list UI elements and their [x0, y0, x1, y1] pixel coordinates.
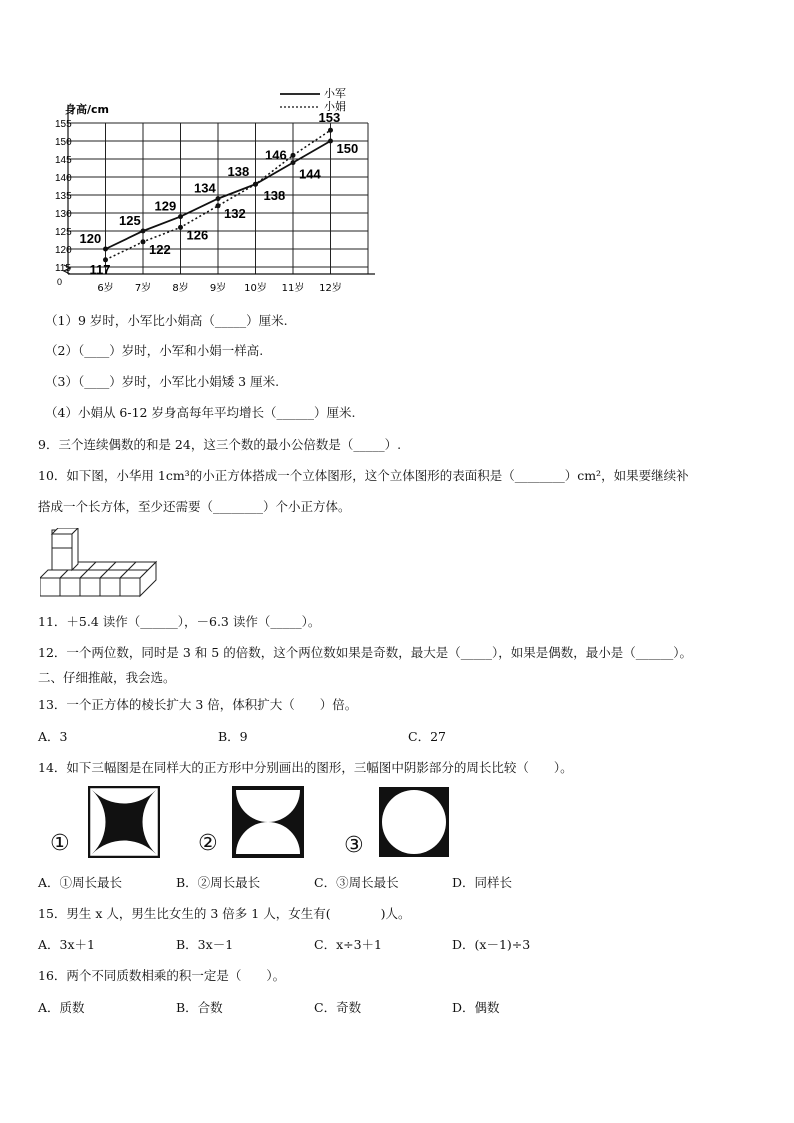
data-label: 144 [299, 166, 321, 182]
q14-option-b[interactable]: B．②周长最长 [176, 875, 261, 890]
data-label: 117 [89, 261, 111, 277]
figure-3-circle [378, 786, 450, 858]
question-8-2: （2）（____）岁时，小军和小娟一样高. [45, 343, 264, 358]
y-tick-label: 130 [55, 209, 72, 220]
cube-figure [40, 528, 160, 600]
question-10-line1: 10．如下图，小华用 1cm³的小正方体搭成一个立体图形，这个立体图形的表面积是（________）cm²，如果要继续补 [38, 468, 689, 483]
question-8-3: （3）（____）岁时，小军比小娟矮 3 厘米. [45, 374, 280, 389]
figure-3-label: ③ [344, 833, 364, 858]
q13-option-b[interactable]: B．9 [218, 729, 248, 744]
data-point [216, 203, 221, 208]
section-2-heading: 二、仔细推敲，我会选。 [38, 670, 176, 685]
data-point [328, 128, 333, 133]
q13-option-a[interactable]: A．3 [38, 729, 68, 744]
q16-option-c[interactable]: C．奇数 [314, 1000, 362, 1015]
data-label: 129 [154, 198, 177, 214]
y-tick-label: 125 [55, 227, 72, 238]
data-label: 153 [318, 110, 341, 126]
x-tick-label: 9岁 [209, 283, 227, 294]
figure-1-star [88, 786, 160, 858]
q15-option-a[interactable]: A．3x＋1 [38, 937, 95, 952]
data-label: 120 [79, 231, 102, 246]
q16-option-d[interactable]: D．偶数 [452, 1000, 500, 1015]
data-point [291, 153, 296, 158]
q15-option-d[interactable]: D．(x－1)÷3 [452, 937, 531, 952]
legend-label: 小军 [324, 87, 346, 100]
question-16: 16．两个不同质数相乘的积一定是（ ）。 [38, 968, 286, 983]
x-tick-label: 11岁 [281, 283, 305, 294]
q15-option-c[interactable]: C．x÷3＋1 [314, 937, 382, 952]
height-line-chart [55, 85, 375, 300]
y-tick-label: 155 [55, 119, 72, 130]
data-point [103, 247, 108, 252]
data-point [178, 225, 183, 230]
data-label: 122 [149, 241, 171, 257]
question-11: 11．＋5.4 读作（______），－6.3 读作（_____）。 [38, 614, 321, 629]
data-label: 125 [119, 213, 141, 228]
question-8-1: （1）9 岁时，小军比小娟高（_____）厘米. [45, 313, 288, 328]
y-zero-label: 0 [57, 277, 63, 287]
question-13: 13．一个正方体的棱长扩大 3 倍，体积扩大（ ）倍。 [38, 697, 358, 712]
question-10-line2: 搭成一个长方体，至少还需要（________）个小正方体。 [38, 499, 351, 514]
data-point [253, 182, 258, 187]
x-tick-label: 6岁 [97, 283, 114, 294]
data-point [178, 214, 183, 219]
data-point [291, 160, 296, 165]
question-9: 9．三个连续偶数的和是 24，这三个数的最小公倍数是（_____）. [38, 437, 402, 452]
figure-1-label: ① [50, 831, 70, 856]
q16-option-a[interactable]: A．质数 [38, 1000, 85, 1015]
q14-option-c[interactable]: C．③周长最长 [314, 875, 399, 890]
question-14: 14．如下三幅图是在同样大的正方形中分别画出的图形，三幅图中阴影部分的周长比较（ ）。 [38, 760, 573, 775]
x-tick-label: 8岁 [172, 283, 189, 294]
figure-2-semicircles [232, 786, 304, 858]
data-point [216, 196, 221, 201]
y-axis-title: 身高/cm [65, 103, 109, 116]
legend-label: 小娟 [324, 100, 346, 113]
data-label: 150 [336, 141, 359, 156]
data-point [328, 139, 333, 144]
y-tick-label: 135 [55, 191, 72, 202]
y-tick-label: 150 [55, 137, 72, 148]
data-point [141, 239, 146, 244]
q14-option-d[interactable]: D．同样长 [452, 875, 513, 890]
data-label: 132 [224, 205, 246, 221]
y-tick-label: 115 [55, 263, 71, 274]
q16-option-b[interactable]: B．合数 [176, 1000, 223, 1015]
x-tick-label: 10岁 [244, 283, 267, 294]
y-tick-label: 120 [55, 245, 72, 256]
q14-option-a[interactable]: A．①周长最长 [38, 875, 123, 890]
figure-2-label: ② [198, 831, 218, 856]
data-label: 134 [194, 180, 216, 196]
question-8-4: （4）小娟从 6-12 岁身高每年平均增长（______）厘米. [45, 405, 356, 420]
data-label: 126 [186, 227, 209, 243]
question-12: 12．一个两位数，同时是 3 和 5 的倍数，这个两位数如果是奇数，最大是（_____），如果是偶数，最小是（______）。 [38, 645, 692, 660]
data-label: 138 [227, 164, 250, 180]
y-tick-label: 145 [55, 155, 72, 166]
y-tick-label: 140 [55, 173, 72, 184]
x-tick-label: 12岁 [319, 283, 342, 294]
data-label: 146 [265, 147, 287, 163]
data-point [141, 229, 146, 234]
question-15: 15．男生 x 人，男生比女生的 3 倍多 1 人，女生有( )人。 [38, 906, 411, 921]
x-tick-label: 7岁 [134, 283, 152, 294]
q15-option-b[interactable]: B．3x－1 [176, 937, 234, 952]
data-label: 138 [263, 188, 286, 204]
q13-option-c[interactable]: C．27 [408, 729, 446, 744]
